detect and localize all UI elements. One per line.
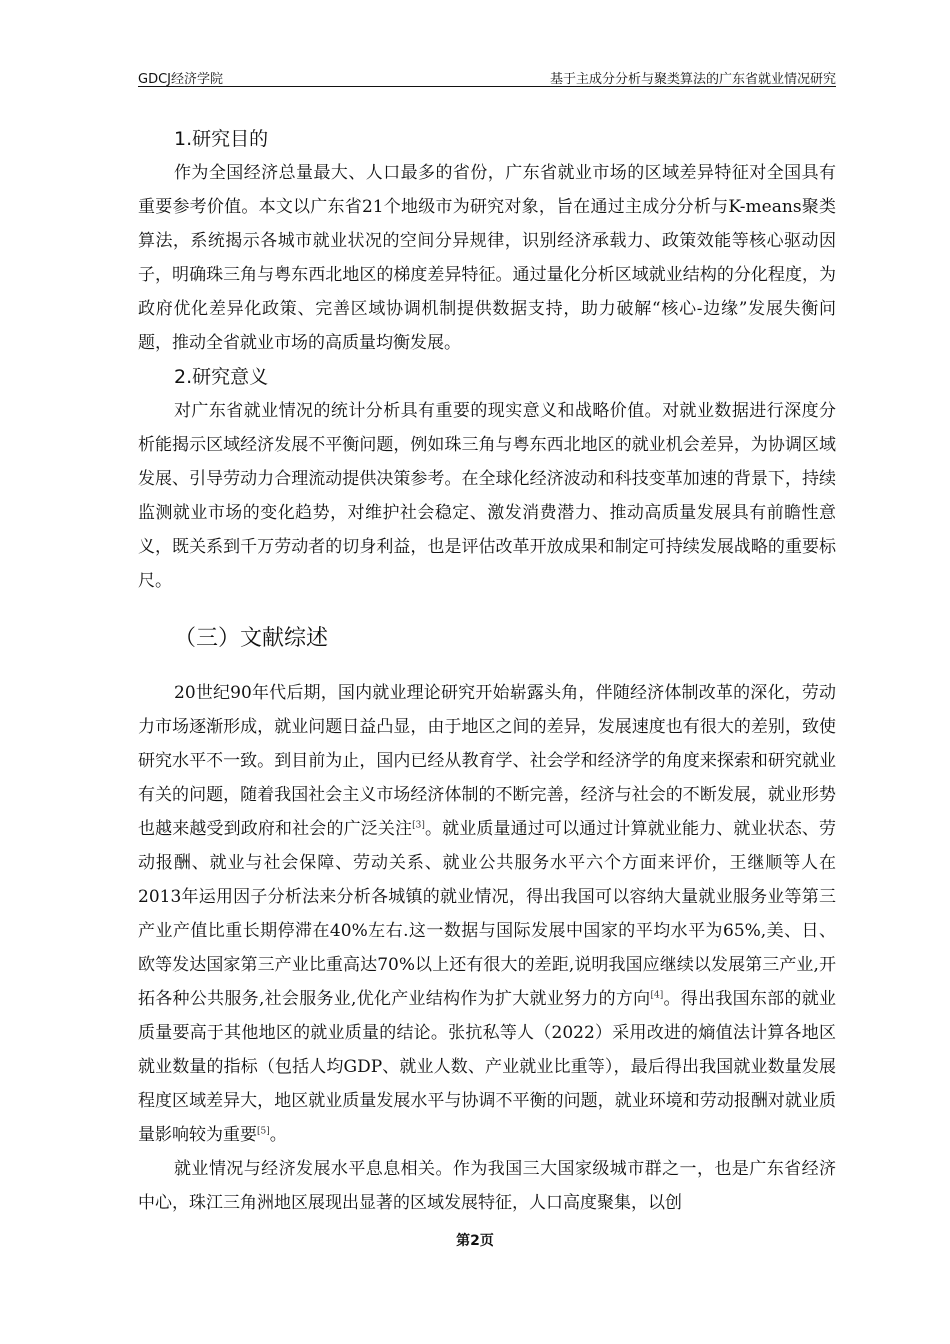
page-body [138, 122, 836, 1220]
paragraph-research-purpose: 作为全国经济总量最大、人口最多的省份，广东省就业市场的区域差异特征对全国具有重要参考价值。本文以广东省21个地级市为研究对象，旨在通过主成分分析与K-means聚类算法，系统揭示各城市就业状况的空间分异规律，识别经济承载力、政策效能等核心驱动因子，明确珠三角与粤东西北地区的梯度差异特征。通过量化分析区域就业结构的分化程度，为政府优化差异化政策、完善区域协调机制提供数据支持，助力破解“核心-边缘”发展失衡问题，推动全省就业市场的高质量均衡发展。 [138, 163, 836, 353]
paragraph-research-significance: 对广东省就业情况的统计分析具有重要的现实意义和战略价值。对就业数据进行深度分析能揭示区域经济发展不平衡问题，例如珠三角与粤东西北地区的就业机会差异，为协调区域发展、引导劳动力合理流动提供决策参考。在全球化经济波动和科技变革加速的背景下，持续监测就业市场的变化趋势，对维护社会稳定、激发消费潜力、推动高质量发展具有前瞻性意义，既关系到千万劳动者的切身利益，也是评估改革开放成果和制定可持续发展战略的重要标尺。 [138, 401, 836, 591]
header-rule [138, 86, 836, 87]
paragraph-literature-review-1 [138, 676, 836, 1152]
review-text-4: 。 [269, 1125, 287, 1145]
paragraph-literature-review-2: 就业情况与经济发展水平息息相关。作为我国三大国家级城市群之一，也是广东省经济中心，珠江三角洲地区展现出显著的区域发展特征，人口高度聚集，以创 [138, 1159, 836, 1213]
heading-research-significance: 2.研究意义 [174, 366, 269, 388]
review-text-3: 。得出我国东部的就业质量要高于其他地区的就业质量的结论。张抗私等人（2022）采用改进的熵值法计算各地区就业数量的指标（包括人均GDP、就业人数、产业就业比重等），最后得出我国就业数量发展程度区域差异大，地区就业质量发展水平与协调不平衡的问题，就业环境和劳动报酬对就业质量影响较为重要 [138, 989, 837, 1145]
running-header [138, 66, 836, 86]
review-text-2: 。就业质量通过可以通过计算就业能力、就业状态、劳动报酬、就业与社会保障、劳动关系、就业公共服务水平六个方面来评价，王继顺等人在2013年运用因子分析法来分析各城镇的就业情况，得出我国可以容纳大量就业服务业等第三产业产值比重长期停滞在40%左右.这一数据与国际发展中国家的平均水平为65%,美、日、欧等发达国家第三产业比重高达70%以上还有很大的差距,说明我国应继续以发展第三产业,开拓各种公共服务,社会服务业,优化产业结构作为扩大就业努力的方向 [138, 819, 837, 1009]
header-paper-title: 基于主成分分析与聚类算法的广东省就业情况研究 [549, 72, 836, 87]
review-text-1: 20世纪90年代后期，国内就业理论研究开始崭露头角，伴随经济体制改革的深化，劳动力市场逐渐形成，就业问题日益凸显，由于地区之间的差异，发展速度也有很大的差别，致使研究水平不一致。到目前为止，国内已经从教育学、社会学和经济学的角度来探索和研究就业有关的问题，随着我国社会主义市场经济体制的不断完善，经济与社会的不断发展，就业形势也越来越受到政府和社会的广泛关注 [138, 683, 836, 839]
page-number: 第2页 [456, 1233, 494, 1249]
header-institution: GDCJ经济学院 [138, 72, 223, 87]
citation-3: [3] [412, 820, 425, 831]
citation-5: [5] [257, 1126, 270, 1137]
heading-literature-review: （三）文献综述 [174, 626, 329, 651]
heading-research-purpose: 1.研究目的 [174, 128, 269, 150]
citation-4: [4] [650, 990, 664, 1001]
